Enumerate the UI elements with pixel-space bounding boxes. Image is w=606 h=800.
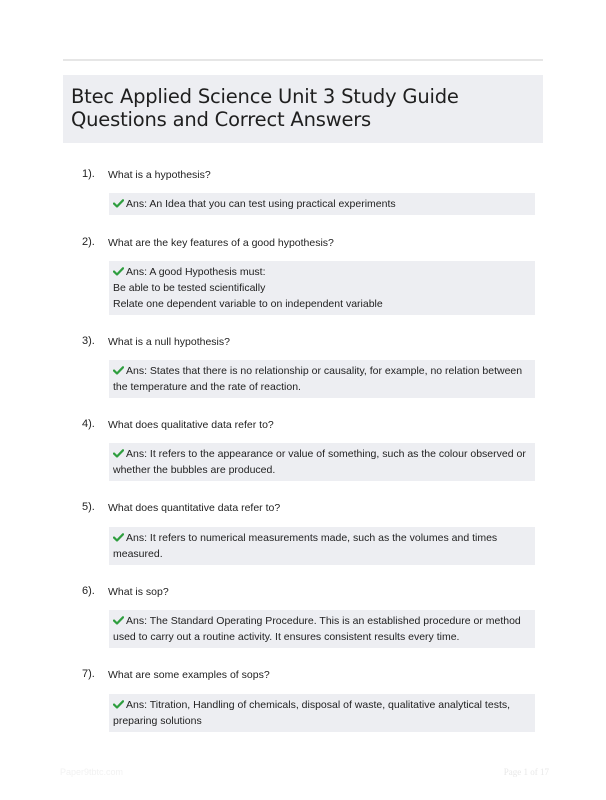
- answer-line: [113, 613, 531, 629]
- checkmark-icon: [113, 449, 124, 458]
- answer-text: Ans: An Idea that you can test using practical experiments: [126, 198, 396, 210]
- answer-line: preparing solutions: [113, 715, 202, 727]
- answer-line: whether the bubbles are produced.: [113, 464, 276, 476]
- footer-site-watermark: Paper9tbtc.com: [60, 767, 124, 777]
- answer-line: used to carry out a routine activity. It ensures consistent results every time.: [113, 631, 460, 643]
- checkmark-icon: [113, 267, 124, 276]
- question-text: What does qualitative data refer to?: [108, 419, 274, 431]
- answer-line: Be able to be tested scientifically: [113, 282, 266, 294]
- checkmark-icon: [113, 700, 124, 709]
- answer-box: [109, 527, 535, 565]
- answer-line: [113, 446, 531, 462]
- answer-text: Ans: A good Hypothesis must:: [126, 266, 266, 278]
- question-text: What are the key features of a good hypothesis?: [108, 237, 334, 249]
- checkmark-icon: [113, 199, 124, 208]
- answer-box: [109, 360, 535, 398]
- answer-line: Relate one dependent variable to on independent variable: [113, 298, 383, 310]
- answer-text: Ans: Titration, Handling of chemicals, disposal of waste, qualitative analytical tests,: [126, 699, 511, 711]
- answer-box: [109, 261, 535, 315]
- answer-box: [109, 694, 535, 732]
- question-number: 7).: [82, 668, 95, 680]
- question-number: 6).: [82, 585, 95, 597]
- answer-box: [109, 610, 535, 648]
- question-number: 1).: [82, 168, 95, 180]
- answer-line: [113, 196, 531, 212]
- answer-text: Ans: It refers to numerical measurements made, such as the volumes and times: [126, 532, 498, 544]
- checkmark-icon: [113, 533, 124, 542]
- answer-line: [113, 363, 531, 379]
- answer-text: Ans: States that there is no relationship or causality, for example, no relation between: [126, 365, 523, 377]
- answer-text: Ans: The Standard Operating Procedure. This is an established procedure or method: [126, 615, 521, 627]
- question-number: 5).: [82, 501, 95, 513]
- answer-line: [113, 264, 531, 280]
- answer-box: [109, 443, 535, 481]
- answer-line: the temperature and the rate of reaction.: [113, 381, 301, 393]
- checkmark-icon: [113, 616, 124, 625]
- answer-line: [113, 530, 531, 546]
- document-title: Btec Applied Science Unit 3 Study Guide Questions and Correct Answers: [71, 85, 459, 131]
- question-number: 4).: [82, 418, 95, 430]
- question-text: What are some examples of sops?: [108, 669, 270, 681]
- answer-line: measured.: [113, 548, 163, 560]
- question-number: 3).: [82, 335, 95, 347]
- top-divider: [63, 59, 543, 61]
- question-text: What is a hypothesis?: [108, 169, 211, 181]
- answer-text: Ans: It refers to the appearance or value of something, such as the colour observed or: [126, 448, 526, 460]
- question-text: What is sop?: [108, 586, 169, 598]
- question-text: What does quantitative data refer to?: [108, 502, 281, 514]
- answer-line: [113, 697, 531, 713]
- question-text: What is a null hypothesis?: [108, 336, 230, 348]
- question-number: 2).: [82, 236, 95, 248]
- checkmark-icon: [113, 366, 124, 375]
- title-banner: [63, 75, 543, 143]
- answer-box: [109, 193, 535, 215]
- footer-page-number: Page 1 of 17: [503, 767, 549, 777]
